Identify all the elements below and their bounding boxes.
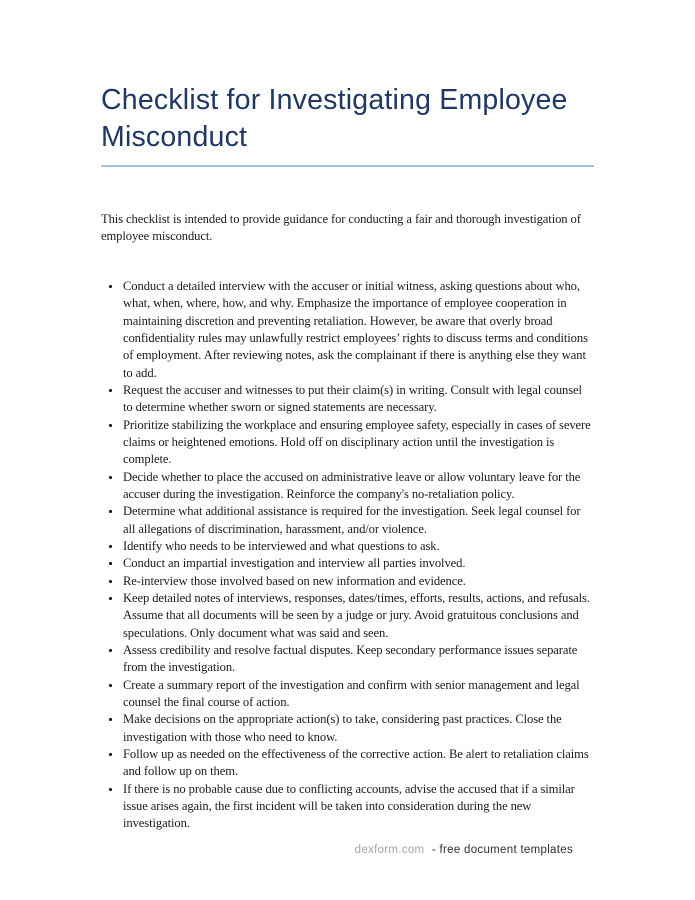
checklist-item: • Conduct an impartial investigation and interview all parties involved. xyxy=(122,555,594,572)
checklist-item: • Determine what additional assistance is required for the investigation. Seek legal counsel for all allegations of discrimination, harassment, and/or violence. xyxy=(122,503,594,538)
checklist-item: • Re-interview those involved based on new information and evidence. xyxy=(122,573,594,590)
footer xyxy=(355,844,573,856)
checklist xyxy=(101,278,594,833)
checklist-item: • Follow up as needed on the effectiveness of the corrective action. Be alert to retaliation claims and follow up on them. xyxy=(122,746,594,781)
footer-brand-link[interactable]: dexform.com xyxy=(354,844,425,856)
checklist-item: • Request the accuser and witnesses to put their claim(s) in writing. Consult with legal counsel to determine whether sworn or signed statements are necessary. xyxy=(122,382,594,417)
checklist-item: • Make decisions on the appropriate action(s) to take, considering past practices. Close the investigation with those who need to know. xyxy=(122,711,594,746)
intro-paragraph: This checklist is intended to provide guidance for conducting a fair and thorough investigation of employee misconduct. xyxy=(101,212,581,244)
page-title: Checklist for Investigating Employee Misconduct xyxy=(101,82,594,167)
checklist-item: • Keep detailed notes of interviews, responses, dates/times, efforts, results, actions, and refusals. Assume that all documents will be seen by a judge or jury. Avoid gratuitous conclusions and speculations. Only document what was said and seen. xyxy=(122,590,594,642)
checklist-item: • Create a summary report of the investigation and confirm with senior management and legal counsel the final course of action. xyxy=(122,677,594,712)
checklist-item: • If there is no probable cause due to conflicting accounts, advise the accused that if a similar issue arises again, the first incident will be taken into consideration during the new investigation. xyxy=(122,781,594,833)
footer-tagline: - free document templates xyxy=(431,844,573,856)
checklist-item: • Prioritize stabilizing the workplace and ensuring employee safety, especially in cases of severe claims or heightened emotions. Hold off on disciplinary action until the investigation is complete. xyxy=(122,417,594,469)
checklist-item: • Identify who needs to be interviewed and what questions to ask. xyxy=(122,538,594,555)
checklist-item: • Decide whether to place the accused on administrative leave or allow voluntary leave for the accuser during the investigation. Reinforce the company's no-retaliation policy. xyxy=(122,469,594,504)
checklist-item: • Assess credibility and resolve factual disputes. Keep secondary performance issues separate from the investigation. xyxy=(122,642,594,677)
checklist-item: • Conduct a detailed interview with the accuser or initial witness, asking questions about who, what, when, where, how, and why. Emphasize the importance of employee cooperation in maintaining discretion and preventing retaliation. However, be aware that overly broad confidentiality rules may unlawfully restrict employees’ rights to discuss terms and conditions of employment. After reviewing notes, ask the complainant if there is anything else they want to add. xyxy=(122,278,594,382)
